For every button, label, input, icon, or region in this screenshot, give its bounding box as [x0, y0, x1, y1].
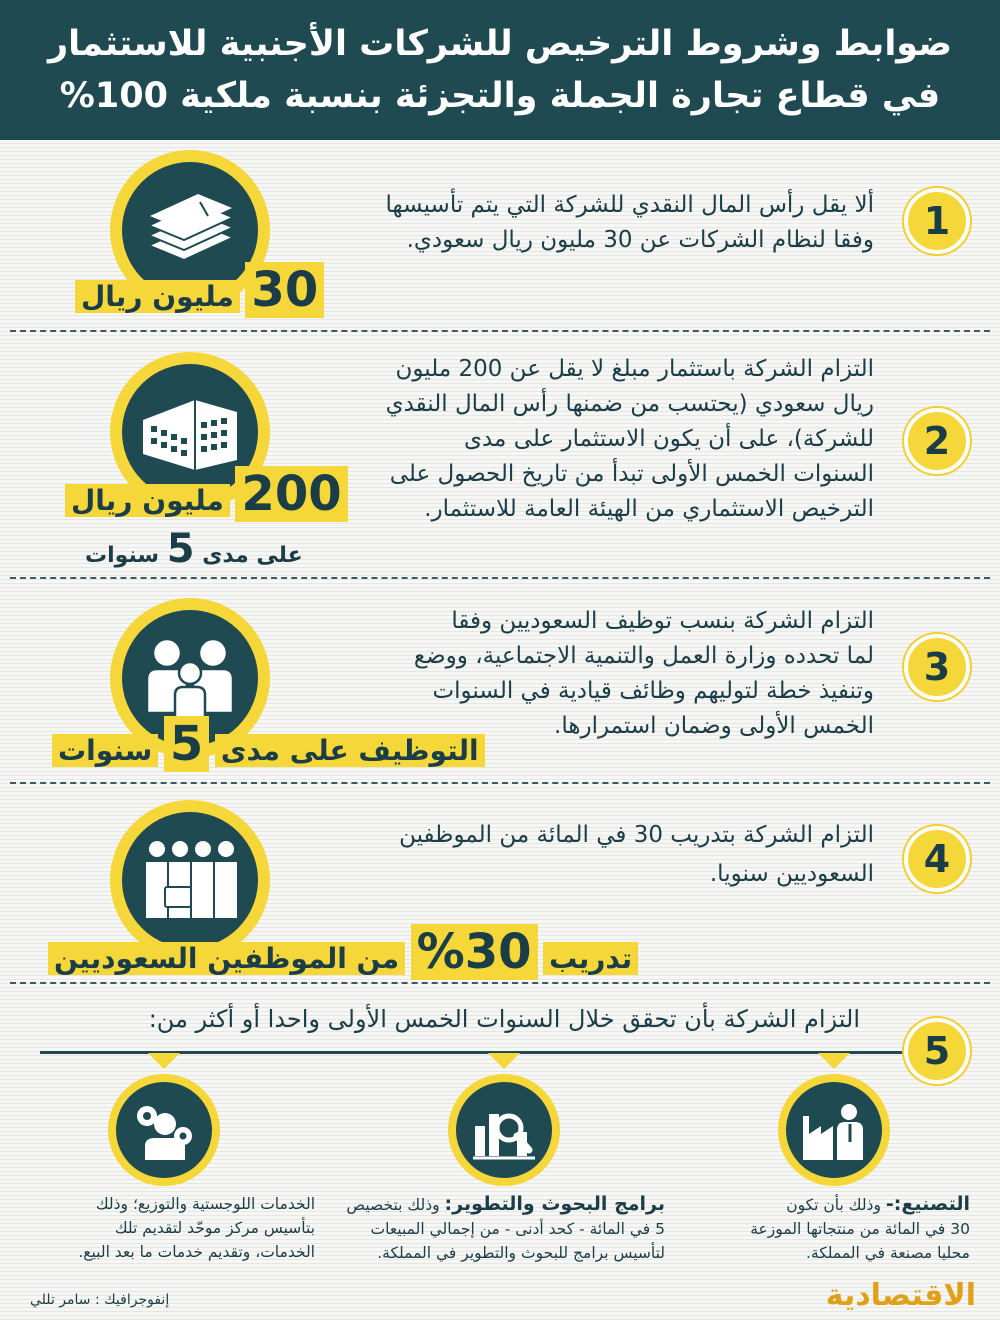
item-number-2: 2: [904, 408, 970, 474]
item-4-highlight-prefix: تدريب: [543, 942, 638, 975]
item-3-line: التزام الشركة بنسب توظيف السعوديين وفقا: [451, 608, 874, 634]
item-1-line: ألا يقل رأس المال النقدي للشركة التي يتم تأسيسها: [385, 192, 874, 218]
option-line-text: وذلك بأن تكون: [786, 1196, 881, 1214]
item-2-line: للشركة)، على أن يكون الاستثمار على مدى: [463, 426, 874, 452]
item-3-line: الخمس الأولى وضمان استمرارها.: [554, 713, 874, 739]
item-3-highlight-suffix: سنوات: [52, 734, 158, 767]
option-line: [15, 1192, 315, 1216]
item-3-line: لما تحدده وزارة العمل والتنمية الاجتماعية، ووضع: [413, 643, 874, 669]
option-title: التصنيع:-: [885, 1193, 970, 1215]
separator: [10, 782, 990, 784]
chevron-down-icon: [818, 1053, 850, 1069]
item-3-highlight-prefix: التوظيف على مدى: [215, 734, 485, 767]
item-3-highlight: [52, 716, 485, 772]
item-4-highlight: [48, 924, 638, 980]
item-4-highlight-value: 30%: [411, 924, 538, 980]
item-4-highlight-suffix: من الموظفين السعوديين: [48, 942, 405, 975]
item-1-line: وفقا لنظام الشركات عن 30 مليون ريال سعودي.: [406, 227, 874, 253]
option-title: برامج البحوث والتطوير:: [444, 1193, 665, 1215]
item-2-period-suffix: سنوات: [85, 543, 160, 568]
item-1-text: [314, 188, 874, 258]
item-2-text: [334, 352, 874, 527]
item-2-highlight-text: مليون ريال: [65, 484, 230, 517]
item-5-intro: التزام الشركة بأن تحقق خلال السنوات الخمس الأولى واحدا أو أكثر من:: [148, 1005, 860, 1033]
option-line: الخدمات، وتقديم خدمات ما بعد البيع.: [78, 1243, 315, 1261]
option-line: [680, 1192, 970, 1217]
item-1-highlight-value: 30: [245, 262, 324, 318]
item-2-line: الترخيص الاستثماري من الهيئة العامة للاستثمار.: [424, 496, 874, 522]
option-line: لتأسيس برامج للبحوث والتطوير في المملكة.: [377, 1244, 665, 1262]
title-line-2: في قطاع تجارة الجملة والتجزئة بنسبة ملكية 100%: [59, 76, 941, 116]
option-line: 30 في المائة من منتجاتها الموزعة: [750, 1220, 970, 1238]
item-4-line: التزام الشركة بتدريب 30 في المائة من الموظفين: [399, 822, 874, 848]
option-research-text: [340, 1192, 665, 1265]
title-line-1: ضوابط وشروط الترخيص للشركات الأجنبية للاستثمار: [47, 24, 953, 64]
option-line-text: وذلك بتخصيص: [346, 1196, 440, 1214]
item-number-1: 1: [904, 188, 970, 254]
factory-worker-icon: [778, 1074, 890, 1186]
item-number-5: 5: [904, 1018, 970, 1084]
item-2-period: [85, 526, 303, 572]
research-chart-icon: [448, 1074, 560, 1186]
item-2-line: التزام الشركة باستثمار مبلغ لا يقل عن 200 مليون: [395, 356, 874, 382]
option-manufacturing-text: [680, 1192, 970, 1265]
item-4-text: [334, 818, 874, 892]
option-line-text: وذلك: [95, 1195, 128, 1213]
option-title: الخدمات اللوجستية والتوزيع؛: [132, 1195, 315, 1213]
separator: [10, 982, 990, 984]
item-number-3: 3: [904, 634, 970, 700]
item-number-4: 4: [904, 826, 970, 892]
item-3-highlight-value: 5: [164, 716, 209, 772]
option-logistics-text: [15, 1192, 315, 1264]
infographic-credit: إنفوجرافيك : سامر تللي: [30, 1292, 170, 1308]
logistics-gears-icon: [108, 1074, 220, 1186]
item-2-highlight: [65, 466, 348, 522]
option-line: 5 في المائة - كحد أدنى - من إجمالي المبيعات: [370, 1220, 665, 1238]
option-line: بتأسيس مركز موحّد لتقديم تلك: [114, 1219, 315, 1237]
item-2-period-value: 5: [166, 526, 195, 572]
item-2-period-prefix: على مدى: [202, 543, 303, 568]
item-2-line: السنوات الخمس الأولى تبدأ من تاريخ الحصول على: [389, 461, 874, 487]
separator: [10, 577, 990, 579]
item-2-line: ريال سعودي (يحتسب من ضمنها رأس المال النقدي: [385, 391, 874, 417]
chevron-down-icon: [148, 1053, 180, 1069]
item-1-highlight: [75, 262, 324, 318]
item-2-highlight-value: 200: [235, 466, 347, 522]
item-1-highlight-text: مليون ريال: [75, 280, 240, 313]
publication-logo: الاقتصادية: [825, 1278, 976, 1313]
item-3-line: وتنفيذ خطة لتوليهم وظائف قيادية في السنوات: [432, 678, 874, 704]
item-4-line: السعوديين سنويا.: [709, 861, 874, 887]
option-line: [340, 1192, 665, 1217]
option-line: محليا مصنعة في المملكة.: [805, 1244, 970, 1262]
header-banner: [0, 0, 1000, 140]
chevron-down-icon: [488, 1053, 520, 1069]
separator: [10, 330, 990, 332]
